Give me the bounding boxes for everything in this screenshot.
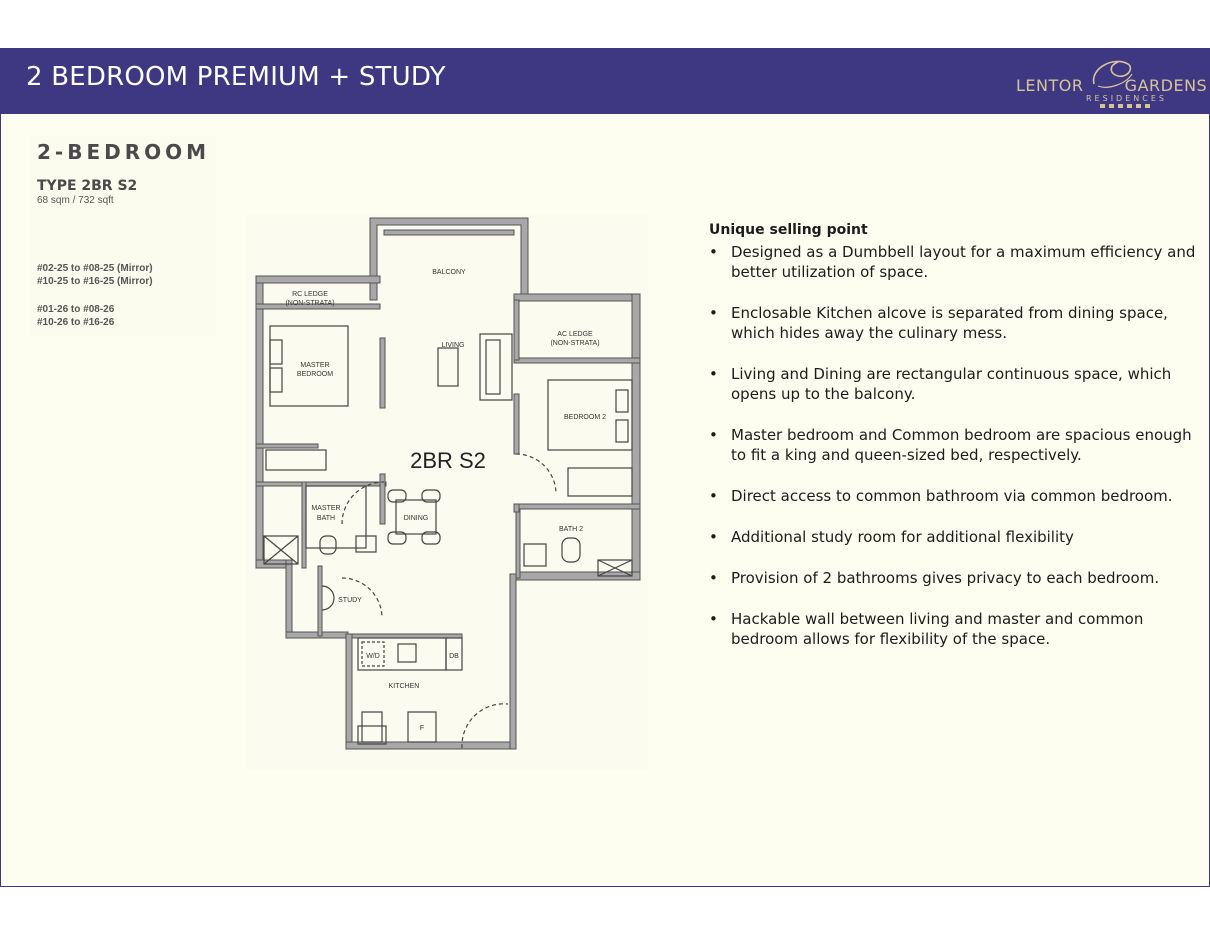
unit-size: 68 sqm / 732 sqft — [37, 195, 114, 206]
label-wd: W/D — [366, 653, 380, 660]
usp-item — [709, 568, 1204, 588]
stack-line: #10-26 to #16-26 — [37, 317, 115, 328]
page-title: 2 BEDROOM PREMIUM + STUDY — [26, 62, 446, 92]
usp-item — [709, 303, 1204, 343]
usp-text: Living and Dining are rectangular continuous space, which opens up to the balcony. — [731, 365, 1172, 403]
stack-line: #01-26 to #08-26 — [37, 304, 115, 315]
stack-group — [37, 303, 114, 329]
label-ac-ledge: AC LEDGE — [557, 331, 593, 338]
brand-logo — [1010, 52, 1208, 112]
stack-line: #10-25 to #16-25 (Mirror) — [37, 276, 153, 287]
usp-text: Designed as a Dumbbell layout for a maximum efficiency and better utilization of space. — [731, 243, 1196, 281]
header-bar — [0, 48, 1210, 114]
usp-text: Enclosable Kitchen alcove is separated from dining space, which hides away the culinary mess. — [731, 304, 1168, 342]
unit-category: 2-BEDROOM — [37, 140, 211, 164]
bullet: • — [709, 304, 718, 322]
usp-item — [709, 527, 1204, 547]
usp-item — [709, 242, 1204, 282]
label-db: DB — [449, 653, 459, 660]
bullet: • — [709, 365, 718, 383]
bullet: • — [709, 487, 718, 505]
label-bath-2: BATH 2 — [559, 526, 583, 533]
label-bedroom-2: BEDROOM 2 — [563, 414, 607, 421]
label-ac-ledge-note: (NON-STRATA) — [550, 340, 600, 347]
usp-text: Direct access to common bathroom via common bedroom. — [731, 487, 1173, 505]
floor-plan — [246, 214, 648, 770]
label-kitchen: KITCHEN — [388, 683, 420, 690]
usp-section — [709, 222, 1204, 670]
bullet: • — [709, 426, 718, 444]
usp-text: Hackable wall between living and master and common bedroom allows for flexibility of the space. — [731, 610, 1144, 648]
logo-subtitle: RESIDENCES — [1086, 94, 1167, 103]
label-rc-ledge: RC LEDGE — [292, 291, 328, 298]
usp-item — [709, 364, 1204, 404]
usp-title: Unique selling point — [709, 222, 868, 238]
label-dining: DINING — [403, 515, 429, 522]
logo-word-right: GARDENS — [1124, 76, 1208, 95]
plan-name: 2BR S2 — [410, 448, 486, 473]
bullet: • — [709, 528, 718, 546]
bullet: • — [709, 243, 718, 261]
usp-text: Provision of 2 bathrooms gives privacy to each bedroom. — [731, 569, 1160, 587]
logo-word-left: LENTOR — [1016, 76, 1084, 95]
label-rc-ledge-note: (NON-STRATA) — [285, 300, 335, 307]
label-fridge: F — [419, 725, 425, 732]
label-study: STUDY — [338, 597, 362, 604]
usp-item — [709, 609, 1204, 649]
label-master-bedroom: MASTER — [300, 362, 330, 369]
label-master-bath-2: BATH — [316, 515, 336, 522]
label-balcony: BALCONY — [432, 269, 466, 276]
floor-plan-drawing — [246, 214, 648, 770]
logo-wordmark — [1016, 76, 1207, 95]
label-master-bedroom-2: BEDROOM — [296, 371, 334, 378]
unit-type: TYPE 2BR S2 — [37, 178, 138, 194]
usp-list — [709, 242, 1204, 649]
usp-item — [709, 425, 1204, 465]
bullet: • — [709, 610, 718, 628]
bullet: • — [709, 569, 718, 587]
furniture — [264, 326, 632, 748]
usp-item — [709, 486, 1204, 506]
label-master-bath: MASTER — [311, 505, 341, 512]
usp-text: Master bedroom and Common bedroom are spacious enough to fit a king and queen-sized bed, respectively. — [731, 426, 1192, 464]
content-panel — [0, 114, 1210, 887]
stack-line: #02-25 to #08-25 (Mirror) — [37, 263, 153, 274]
unit-info — [31, 136, 216, 336]
logo-chinese-mark — [1100, 104, 1150, 108]
label-living: LIVING — [441, 342, 465, 349]
stack-group-mirror — [37, 262, 153, 288]
usp-text: Additional study room for additional flexibility — [731, 528, 1074, 546]
